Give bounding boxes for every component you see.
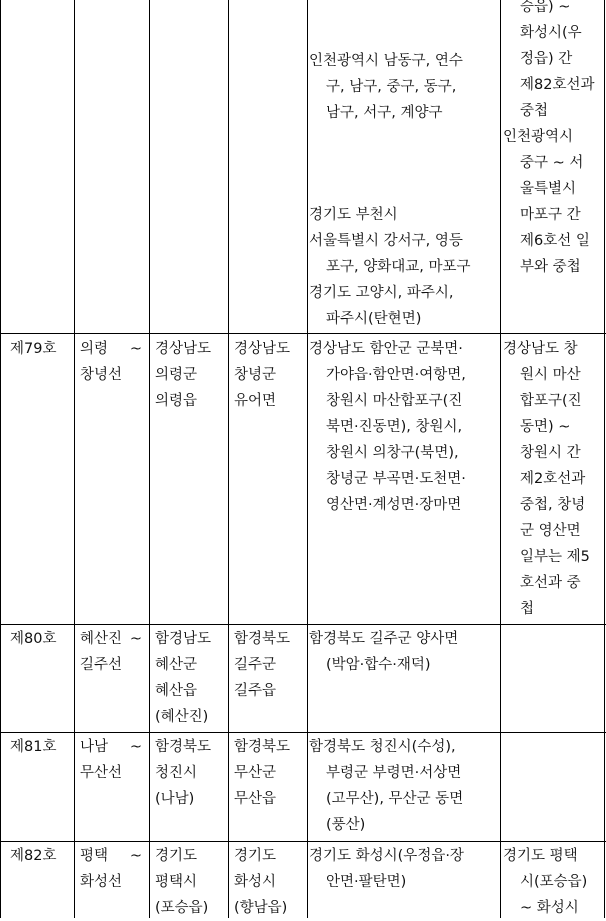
region-line: 서울특별시 강서구, 영등 <box>309 233 463 249</box>
end-point: 경기도 화성시 (향남읍) <box>234 848 288 916</box>
remark-line: 울특별시 <box>520 181 577 197</box>
remark-line: 정읍) 간 <box>520 51 573 67</box>
via-regions: 함경북도 길주군 양사면 (박암·합수·재덕) <box>309 631 459 673</box>
route-number: 제79호 <box>10 341 57 357</box>
via-regions: 경기도 화성시(우정읍·장 안면·팔탄면) <box>309 848 464 890</box>
start-point: 경기도 평택시 (포승읍) <box>155 848 209 916</box>
remark-line: 부와 중첩 <box>520 259 581 275</box>
region-line: 포구, 양화대교, 마포구 <box>326 259 471 275</box>
remark-line: 마포구 간 <box>520 207 581 223</box>
remark-line: 승읍) ~ <box>520 0 571 15</box>
start-point: 함경북도 청진시 (나남) <box>155 739 212 807</box>
region-line: 경기도 고양시, 파주시, <box>309 285 454 301</box>
remark-line: 중첩 <box>520 103 549 119</box>
col-divider-4 <box>307 0 308 918</box>
col-divider-3 <box>228 0 229 918</box>
route-number: 제81호 <box>10 739 57 755</box>
table-border-right <box>604 0 605 918</box>
remark: 경기도 평택 시(포승읍) ~ 화성시 <box>503 848 588 916</box>
row-divider-82 <box>0 841 606 842</box>
remark-line: 화성시(우 <box>520 25 582 41</box>
start-point: 경상남도 의령군 의령읍 <box>155 341 212 409</box>
remark-line: 인천광역시 <box>503 129 574 145</box>
row-divider-80 <box>0 624 606 625</box>
region-line: 파주시(탄현면) <box>326 311 422 327</box>
via-regions: 함경북도 청진시(수성), 부령군 부령면·서상면 (고무산), 무산군 동면 (풍산) <box>309 739 464 833</box>
end-point: 함경북도 무산군 무산읍 <box>234 739 291 807</box>
remark-line: 제82호선과 <box>520 77 595 93</box>
col-divider-1 <box>74 0 75 918</box>
col-divider-5 <box>500 0 501 918</box>
region-line: 구, 남구, 중구, 동구, <box>326 79 457 95</box>
row-divider-79 <box>0 333 606 334</box>
route-number: 제82호 <box>10 848 57 864</box>
route-name: 의령 ~ 창녕선 <box>80 341 142 383</box>
via-regions: 경상남도 함안군 군북면· 가야읍·함안면·여항면, 창원시 마산합포구(진 북면·진동면), 창원시, 창원시 의창구(북면), 창녕군 부곡면·도천면· 영산면·계성면·장마면 <box>309 341 466 513</box>
route-name: 나남 ~ 무산선 <box>80 739 142 781</box>
region-line: 남구, 서구, 계양구 <box>326 105 443 121</box>
top-region-cell-2 <box>309 202 497 332</box>
route-number: 제80호 <box>10 631 57 647</box>
region-line: 경기도 부천시 <box>309 207 398 223</box>
remark-line: 제6호선 일 <box>520 233 590 249</box>
remark: 경상남도 창 원시 마산 합포구(진 동면) ~ 창원시 간 제2호선과 중첩, 창녕 군 영산면 일부는 제5 호선과 중 첩 <box>503 341 590 617</box>
end-point: 경상남도 창녕군 유어면 <box>234 341 291 409</box>
top-remark-cell <box>503 0 601 280</box>
route-name: 혜산진 ~ 길주선 <box>80 631 142 673</box>
col-divider-2 <box>149 0 150 918</box>
end-point: 함경북도 길주군 길주읍 <box>234 631 291 699</box>
route-name: 평택 ~ 화성선 <box>80 848 142 890</box>
row-divider-81 <box>0 732 606 733</box>
start-point: 함경남도 혜산군 혜산읍 (혜산진) <box>155 631 212 725</box>
table-border-left <box>0 0 1 918</box>
top-region-cell <box>309 48 497 126</box>
region-line: 인천광역시 남동구, 연수 <box>309 53 463 69</box>
remark-line: 중구 ~ 서 <box>520 155 584 171</box>
